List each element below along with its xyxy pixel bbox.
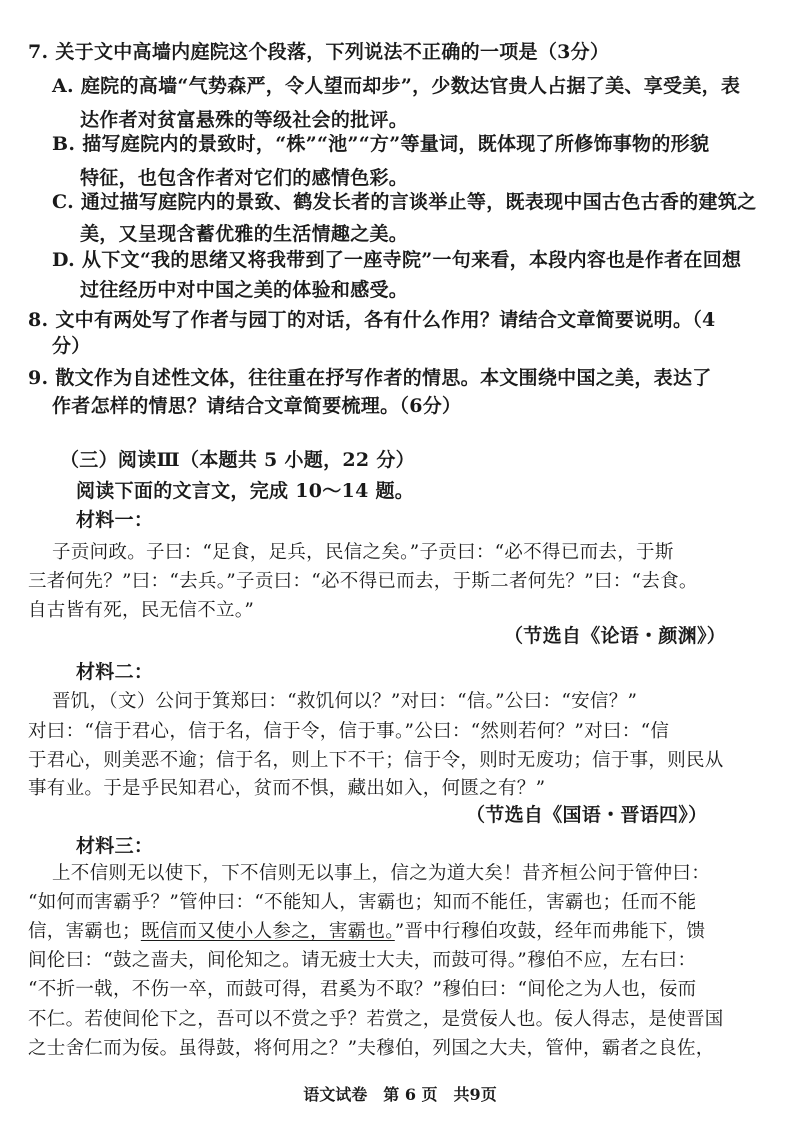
material3-line3-start: 信，害霸也； <box>28 921 141 942</box>
q7-option-c-line2: 美，又呈现含蓄优雅的生活情趣之美。 <box>80 223 409 245</box>
material2-source: （节选自《国语・晋语四》） <box>466 804 708 826</box>
material2-line3: 于君心，则美恶不逾；信于名，则上下不干；信于令，则时无废功；信于事，则民从 <box>28 750 724 771</box>
material1-title: 材料一： <box>76 509 154 531</box>
material2-line4: 事有业。于是乎民知君心，贫而不惧，藏出如入，何匮之有？” <box>28 778 546 799</box>
material3-line3-end: ”晋中行穆伯攻鼓，经年而弗能下，馈 <box>394 921 706 942</box>
section3-heading: （三）阅读Ⅲ（本题共 5 小题，22 分） <box>60 449 415 471</box>
material3-line5: “不折一戟，不伤一卒，而鼓可得，君奚为不取？”穆伯曰：“间伦之为人也，佞而 <box>28 979 697 1000</box>
material2-title: 材料二： <box>76 661 154 683</box>
section3-instruction: 阅读下面的文言文，完成 10～14 题。 <box>76 480 415 502</box>
material3-line1: 上不信则无以使下，下不信则无以事上，信之为道大矣！昔齐桓公问于管仲曰： <box>52 863 711 884</box>
q8-line2: 分） <box>52 335 91 357</box>
q7-option-b-line1: B. 描写庭院内的景致时，“株”“池”“方”等量词，既体现了所修饰事物的形貌 <box>52 133 710 155</box>
q9-line1: 9. 散文作为自述性文体，往往重在抒写作者的情思。本文围绕中国之美，表达了 <box>28 367 712 389</box>
page-footer: 语文试卷 第 6 页 共9页 <box>303 1085 497 1104</box>
q7-option-d-line1: D. 从下文“我的思绪又将我带到了一座寺院”一句来看，本段内容也是作者在回想 <box>52 249 742 271</box>
material1-source: （节选自《论语・颜渊》） <box>504 625 727 647</box>
q8-line1: 8. 文中有两处写了作者与园丁的对话，各有什么作用？请结合文章简要说明。（4 <box>28 309 716 331</box>
material2-line2: 对曰：“信于君心，信于名，信于令，信于事。”公曰：“然则若何？”对曰：“信 <box>28 721 670 742</box>
material3-line3 <box>28 920 705 944</box>
material3-line2: “如何而害霸乎？”管仲曰：“不能知人，害霸也；知而不能任，害霸也；任而不能 <box>28 892 697 913</box>
q9-line2: 作者怎样的情思？请结合文章简要梳理。（6分） <box>52 395 462 417</box>
q7-option-b-line2: 特征，也包含作者对它们的感情色彩。 <box>80 167 409 189</box>
material1-line3: 自古皆有死，民无信不立。” <box>28 600 255 621</box>
material1-line2: 三者何先？”曰：“去兵。”子贡曰：“必不得已而去，于斯二者何先？”曰：“去食。 <box>28 571 698 592</box>
q7-option-a-line2: 达作者对贫富悬殊的等级社会的批评。 <box>80 109 409 131</box>
material1-line1: 子贡问政。子曰：“足食，足兵，民信之矣。”子贡曰：“必不得已而去，于斯 <box>52 542 674 563</box>
material3-line6: 不仁。若使间伦下之，吾可以不赏之乎？若赏之，是赏佞人也。佞人得志，是使晋国 <box>28 1009 724 1030</box>
material3-title: 材料三： <box>76 835 154 857</box>
material2-line1: 晋饥，（文）公问于箕郑曰：“救饥何以？”对曰：“信。”公曰：“安信？” <box>52 691 638 712</box>
underlined-sentence: 既信而又使小人参之，害霸也。 <box>140 921 395 942</box>
material3-line7: 之士舍仁而为佞。虽得鼓，将何用之？”夫穆伯，列国之大夫，管仲，霸者之良佐， <box>28 1038 715 1059</box>
q7-stem: 7. 关于文中高墙内庭院这个段落，下列说法不正确的一项是（3分） <box>28 41 610 63</box>
q7-option-a-line1: A. 庭院的高墙“气势森严，令人望而却步”，少数达官贵人占据了美、享受美，表 <box>52 75 741 97</box>
material3-line4: 间伦曰：“鼓之啬夫，间伦知之。请无疲士大夫，而鼓可得。”穆伯不应，左右曰： <box>28 950 697 971</box>
q7-option-d-line2: 过往经历中对中国之美的体验和感受。 <box>80 279 409 301</box>
q7-option-c-line1: C. 通过描写庭院内的景致、鹤发长者的言谈举止等，既表现中国古色古香的建筑之 <box>52 191 757 213</box>
